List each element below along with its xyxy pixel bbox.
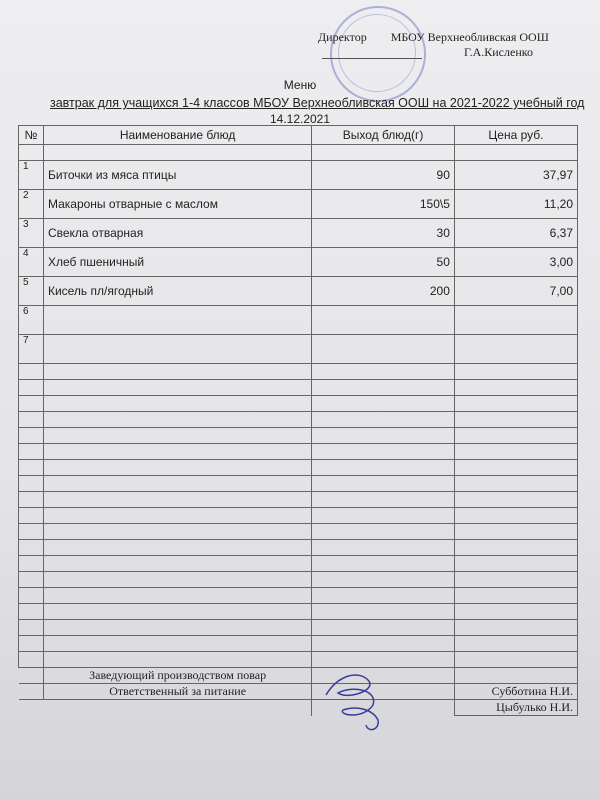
table-row xyxy=(19,219,578,248)
dish-price xyxy=(454,335,577,364)
header-price: Цена руб. xyxy=(454,126,577,145)
handwritten-signature xyxy=(318,665,398,735)
table-row xyxy=(19,248,578,277)
document-date: 14.12.2021 xyxy=(269,112,331,126)
table-row-empty xyxy=(19,412,578,428)
table-row xyxy=(19,277,578,306)
menu-table xyxy=(18,125,578,716)
table-row-empty xyxy=(19,444,578,460)
row-number: 6 xyxy=(19,306,44,335)
table-row xyxy=(19,335,578,364)
table-row-empty xyxy=(19,652,578,668)
footer-name-1: Субботина Н.И. xyxy=(454,684,577,700)
table-row-empty xyxy=(19,145,578,161)
dish-output xyxy=(312,306,455,335)
footer-role-1: Заведующий производством повар xyxy=(43,668,311,684)
header-number: № xyxy=(19,126,44,145)
row-number: 3 xyxy=(19,219,44,248)
row-number: 4 xyxy=(19,248,44,277)
footer-row-2 xyxy=(19,684,578,700)
table-row-empty xyxy=(19,556,578,572)
dish-price: 37,97 xyxy=(454,161,577,190)
dish-name: Хлеб пшеничный xyxy=(43,248,311,277)
table-row-empty xyxy=(19,364,578,380)
table-row-empty xyxy=(19,508,578,524)
table-row-empty xyxy=(19,636,578,652)
table-row-empty xyxy=(19,588,578,604)
row-number: 5 xyxy=(19,277,44,306)
signature-line xyxy=(322,58,422,59)
dish-name: Макароны отварные с маслом xyxy=(43,190,311,219)
table-row-empty xyxy=(19,572,578,588)
header-output: Выход блюд(г) xyxy=(312,126,455,145)
table-row-empty xyxy=(19,380,578,396)
table-row-empty xyxy=(19,428,578,444)
dish-price: 6,37 xyxy=(454,219,577,248)
document-subtitle: завтрак для учащихся 1-4 классов МБОУ Верхнеобливская ООШ на 2021-2022 учебный год xyxy=(50,96,585,110)
table-row xyxy=(19,161,578,190)
table-row xyxy=(19,190,578,219)
approval-line xyxy=(318,30,549,45)
document-title: Меню xyxy=(283,78,317,92)
table-header xyxy=(19,126,578,145)
dish-name: Биточки из мяса птицы xyxy=(43,161,311,190)
table-row-empty xyxy=(19,620,578,636)
table-row-empty xyxy=(19,604,578,620)
row-number: 7 xyxy=(19,335,44,364)
header-name: Наименование блюд xyxy=(43,126,311,145)
dish-price: 3,00 xyxy=(454,248,577,277)
dish-output: 30 xyxy=(312,219,455,248)
footer-name-2: Цыбулько Н.И. xyxy=(454,700,577,716)
dish-output: 200 xyxy=(312,277,455,306)
approval-name: Г.А.Кисленко xyxy=(464,45,533,59)
dish-output xyxy=(312,335,455,364)
dish-name: Свекла отварная xyxy=(43,219,311,248)
row-number: 1 xyxy=(19,161,44,190)
table-row-empty xyxy=(19,396,578,412)
dish-name xyxy=(43,335,311,364)
table-row-empty xyxy=(19,492,578,508)
table-row-empty xyxy=(19,524,578,540)
approval-org: МБОУ Верхнеобливская ООШ xyxy=(390,30,549,44)
table-row xyxy=(19,306,578,335)
dish-name xyxy=(43,306,311,335)
footer-row-1 xyxy=(19,668,578,684)
row-number: 2 xyxy=(19,190,44,219)
footer-row-3 xyxy=(19,700,578,716)
dish-price xyxy=(454,306,577,335)
dish-price: 7,00 xyxy=(454,277,577,306)
dish-output: 150\5 xyxy=(312,190,455,219)
dish-price: 11,20 xyxy=(454,190,577,219)
table-row-empty xyxy=(19,476,578,492)
dish-output: 50 xyxy=(312,248,455,277)
table-row-empty xyxy=(19,540,578,556)
dish-name: Кисель пл/ягодный xyxy=(43,277,311,306)
table-row-empty xyxy=(19,460,578,476)
footer-role-2: Ответственный за питание xyxy=(43,684,311,700)
approval-position: Директор xyxy=(318,30,367,44)
dish-output: 90 xyxy=(312,161,455,190)
